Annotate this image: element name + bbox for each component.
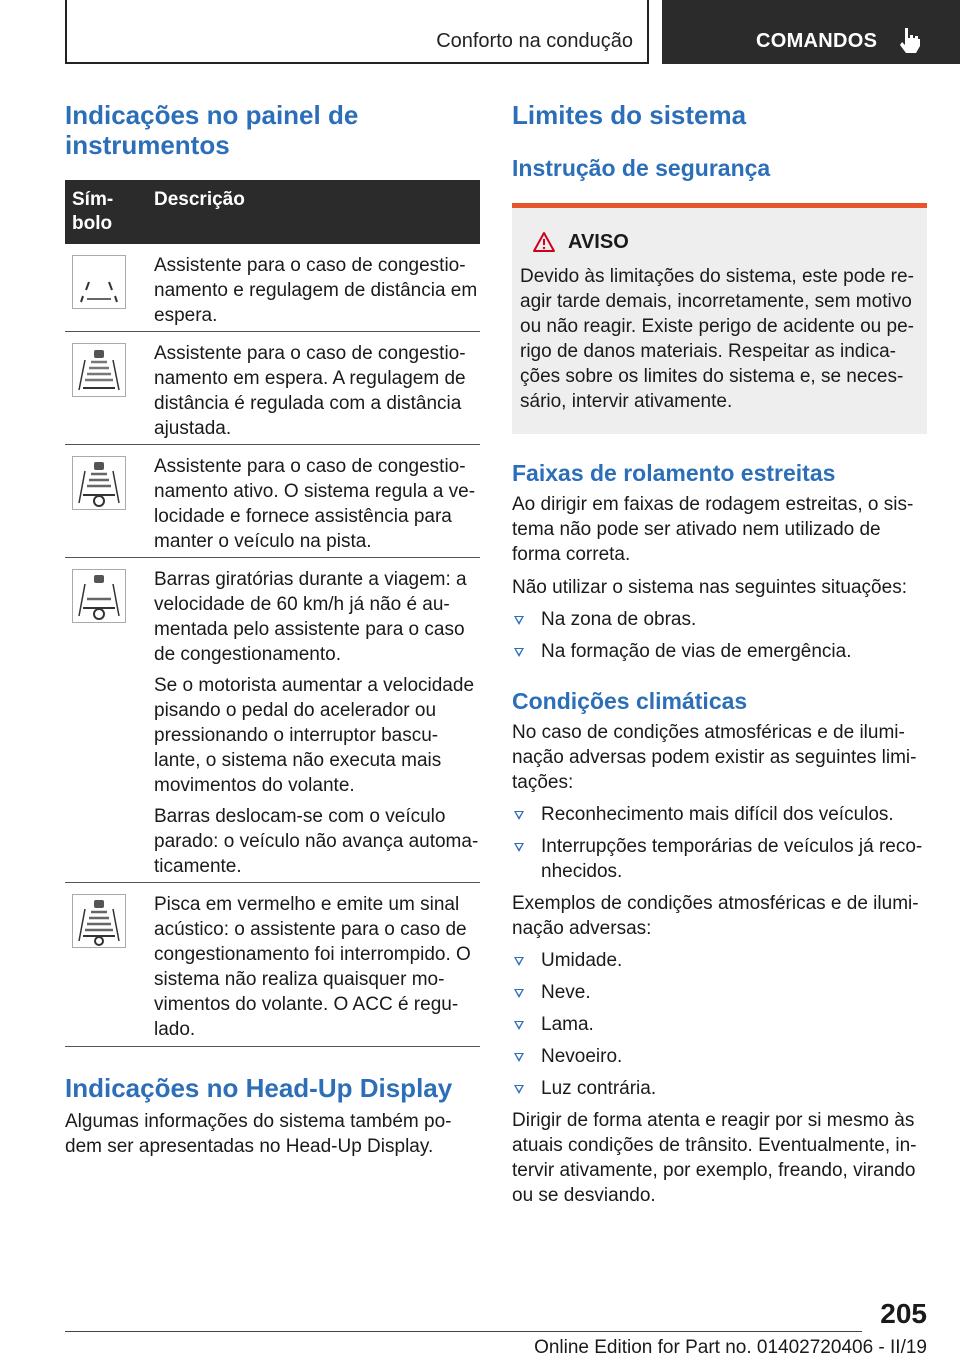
- car-distance-grey-icon: [72, 343, 126, 397]
- car-bars-steering-icon: [72, 569, 126, 623]
- instrument-panel-title: Indicações no painel de instrumentos: [65, 100, 359, 160]
- row-description: Assistente para o caso de congestio-namento ativo. O sistema regula a ve-locidade e fornece assistência para manter o veículo na pista.: [154, 456, 476, 552]
- safety-instruction-title: Instrução de segurança: [512, 155, 771, 181]
- header-section-box: [65, 0, 649, 64]
- symbol-table: [65, 180, 480, 1047]
- weather-conditions-title: Condições climáticas: [512, 688, 748, 714]
- weather-list: [512, 802, 927, 884]
- bullet-triangle-icon: [514, 1085, 524, 1094]
- list-item: Nevoeiro.: [512, 1044, 927, 1069]
- list-item: Luz contrária.: [512, 1076, 927, 1101]
- lane-lines-icon: [72, 255, 126, 309]
- bullet-triangle-icon: [514, 989, 524, 998]
- narrow-lanes-title: Faixas de rolamento estreitas: [512, 460, 836, 486]
- hud-text: Algumas informações do sistema também po-dem ser apresentadas no Head-Up Display.: [65, 1111, 452, 1157]
- row-description: Assistente para o caso de congestio-namento em espera. A regulagem de distância é regulada com a distância ajustada.: [154, 343, 466, 439]
- footer-divider: [65, 1331, 862, 1332]
- bullet-triangle-icon: [514, 648, 524, 657]
- left-column: [65, 100, 480, 1159]
- list-item: Reconhecimento mais difícil dos veículos.: [512, 802, 927, 827]
- warning-box: [512, 208, 927, 434]
- narrow-lanes-text: Ao dirigir em faixas de rodagem estreitas, o sis-tema não pode ser ativado nem utilizado de forma correta.: [512, 494, 914, 565]
- row-description: Se o motorista aumentar a velocidade pisando o pedal do acelerador ou pressionando o interruptor bascu-lante, o sistema não executa mais movimentos do volante.: [154, 675, 475, 796]
- header-section-title: Conforto na condução: [436, 30, 633, 52]
- list-item: Neve.: [512, 980, 927, 1005]
- row-description: Pisca em vermelho e emite um sinal acústico: o assistente para o caso de congestionamento foi interrompido. O sistema não realiza quaisquer mo-vimentos do volante. O ACC é regu-lado.: [154, 894, 471, 1040]
- narrow-lanes-list: [512, 607, 927, 664]
- table-header: [65, 180, 480, 244]
- bullet-triangle-icon: [514, 843, 524, 852]
- weather-examples-list: [512, 948, 927, 1101]
- footer-edition: Online Edition for Part no. 01402720406 - II/19: [534, 1337, 927, 1358]
- warning-triangle-icon: [532, 231, 556, 253]
- header-chapter-tab: [662, 0, 960, 64]
- row-description: Assistente para o caso de congestio-namento e regulagem de distância em espera.: [154, 255, 478, 326]
- table-row: [65, 883, 480, 1047]
- warning-text: Devido às limitações do sistema, este pode re-agir tarde demais, incorretamente, sem motivo ou não reagir. Existe perigo de acidente ou pe-rigo de danos materiais. Respeitar as indica-ções sobre os limites do sistema e, se neces-sário, intervir ativamente.: [520, 266, 914, 412]
- hud-title: Indicações no Head-Up Display: [65, 1073, 453, 1103]
- right-column: [512, 100, 927, 1208]
- warning-label: AVISO: [568, 230, 629, 253]
- bullet-triangle-icon: [514, 616, 524, 625]
- table-row: [65, 558, 480, 883]
- table-row: [65, 445, 480, 558]
- list-item: Lama.: [512, 1012, 927, 1037]
- weather-text: Exemplos de condições atmosféricas e de ilumi-nação adversas:: [512, 893, 919, 939]
- row-description: Barras giratórias durante a viagem: a velocidade de 60 km/h já não é au-mentada pelo assistente para o caso de congestionamento.: [154, 569, 467, 665]
- bullet-triangle-icon: [514, 1053, 524, 1062]
- table-header-symbol: Sím- bolo: [72, 189, 114, 234]
- list-item: Interrupções temporárias de veículos já reco-nhecidos.: [512, 834, 927, 884]
- list-item: Umidade.: [512, 948, 927, 973]
- list-item: Na zona de obras.: [512, 607, 927, 632]
- system-limits-title: Limites do sistema: [512, 100, 747, 130]
- car-distance-steering-icon: [72, 456, 126, 510]
- bullet-triangle-icon: [514, 957, 524, 966]
- table-row: [65, 244, 480, 332]
- car-distance-red-icon: [72, 894, 126, 948]
- header-chapter-title: COMANDOS: [756, 30, 878, 52]
- table-header-description: Descrição: [154, 189, 245, 210]
- table-row: [65, 332, 480, 445]
- hand-pointer-icon: [898, 26, 922, 54]
- weather-text: No caso de condições atmosféricas e de ilumi-nação adversas podem existir as seguintes limi-tações:: [512, 722, 917, 793]
- bullet-triangle-icon: [514, 1021, 524, 1030]
- row-description: Barras deslocam-se com o veículo parado: o veículo não avança automa-ticamente.: [154, 806, 479, 877]
- narrow-lanes-text: Não utilizar o sistema nas seguintes situações:: [512, 577, 907, 598]
- list-item: Na formação de vias de emergência.: [512, 639, 927, 664]
- page-number: 205: [880, 1298, 927, 1329]
- bullet-triangle-icon: [514, 811, 524, 820]
- weather-text: Dirigir de forma atenta e reagir por si mesmo às atuais condições de trânsito. Eventualmente, in-tervir ativamente, por exemplo, freando, virando ou se desviando.: [512, 1110, 917, 1206]
